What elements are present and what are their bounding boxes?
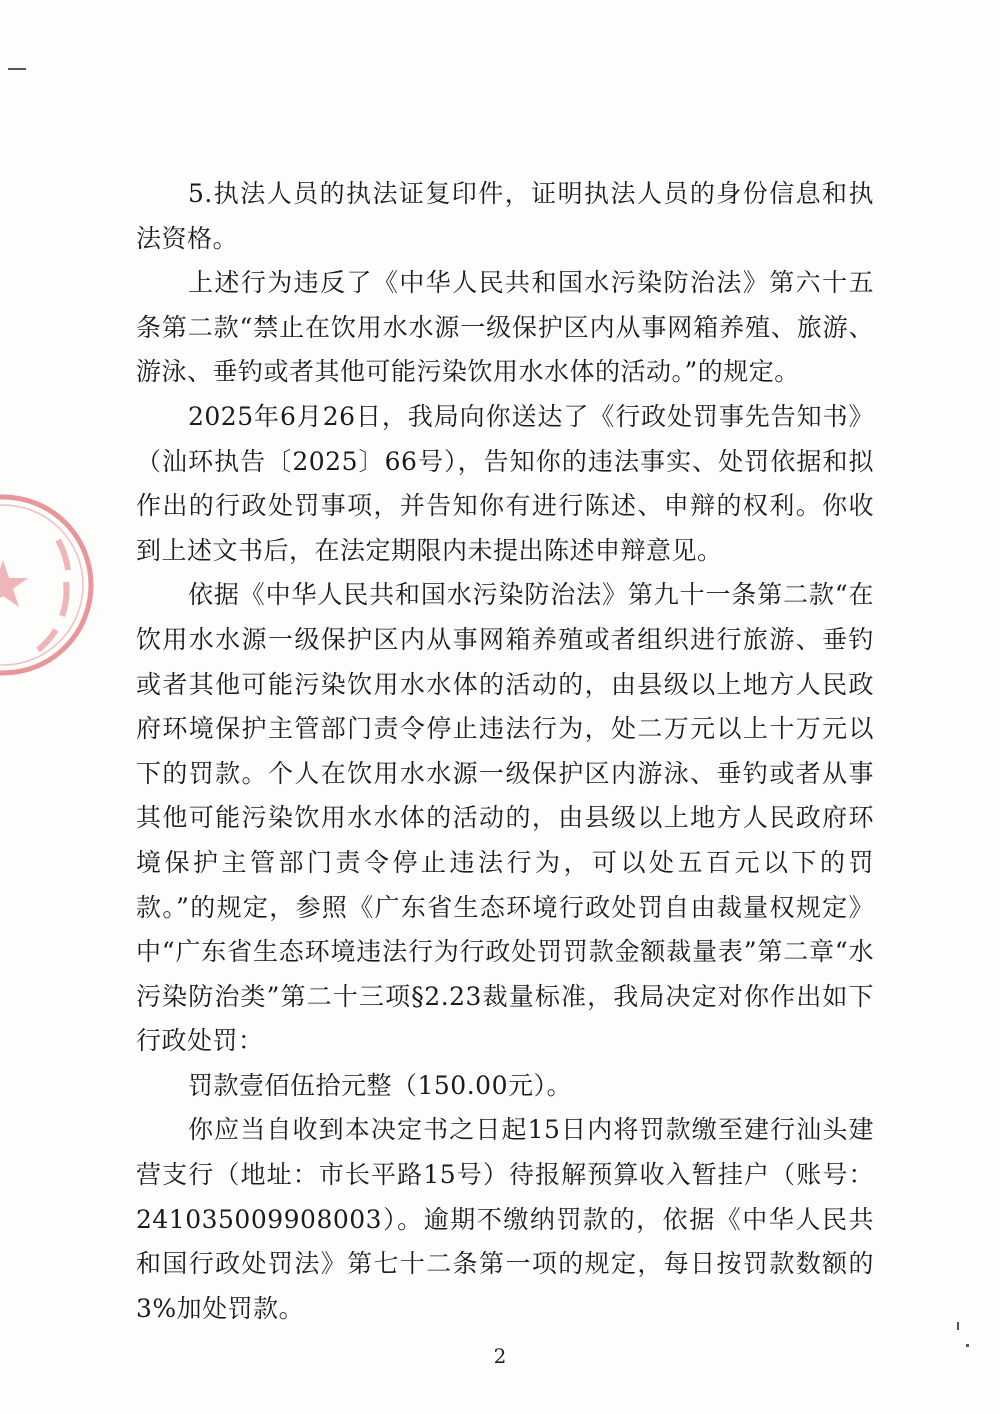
paragraph-prior-notice: 2025年6月26日，我局向你送达了《行政处罚事先告知书》（汕环执告〔2025〕66号），告知你的违法事实、处罚依据和拟作出的行政处罚事项，并告知你有进行陈述、申辩的权利。你收到上述文书后，在法定期限内未提出陈述申辩意见。 (136, 401, 874, 565)
scan-speck (957, 1322, 959, 1330)
paragraph-evidence-item-5: 5.执法人员的执法证复印件，证明执法人员的身份信息和执法资格。 (136, 179, 874, 253)
paragraph-legal-basis: 依据《中华人民共和国水污染防治法》第九十一条第二款“在饮用水水源一级保护区内从事网箱养殖或者组织进行旅游、垂钓或者其他可能污染饮用水水体的活动的，由县级以上地方人民政府环境保护主管部门责令停止违法行为，处二万元以上十万元以下的罚款。个人在饮用水水源一级保护区内游泳、垂钓或者从事其他可能污染饮用水水体的活动的，由县级以上地方人民政府环境保护主管部门责令停止违法行为，可以处五百元以下的罚款。”的规定，参照《广东省生态环境行政处罚自由裁量权规定》中“广东省生态环境违法行为行政处罚罚款金额裁量表”第二章“水污染防治类”第二十三项§2.23裁量标准，我局决定对你作出如下行政处罚： (136, 580, 874, 1056)
paragraph-penalty-amount: 罚款壹佰伍拾元整（150.00元）。 (188, 1070, 572, 1100)
document-body (136, 172, 874, 1331)
scan-speck (966, 1344, 969, 1347)
paragraph-violation: 上述行为违反了《中华人民共和国水污染防治法》第六十五条第二款“禁止在饮用水水源一级保护区内从事网箱养殖、旅游、游泳、垂钓或者其他可能污染饮用水水体的活动。”的规定。 (136, 268, 874, 387)
scan-speck (8, 68, 26, 70)
paragraph-payment-instructions: 你应当自收到本决定书之日起15日内将罚款缴至建行汕头建营支行（地址：市长平路15号）待报解预算收入暂挂户（账号：241035009908003）。逾期不缴纳罚款的，依据《中华人民共和国行政处罚法》第七十二条第一项的规定，每日按罚款数额的3%加处罚款。 (136, 1115, 874, 1323)
page-number: 2 (493, 1344, 507, 1368)
official-seal-image (0, 490, 98, 680)
